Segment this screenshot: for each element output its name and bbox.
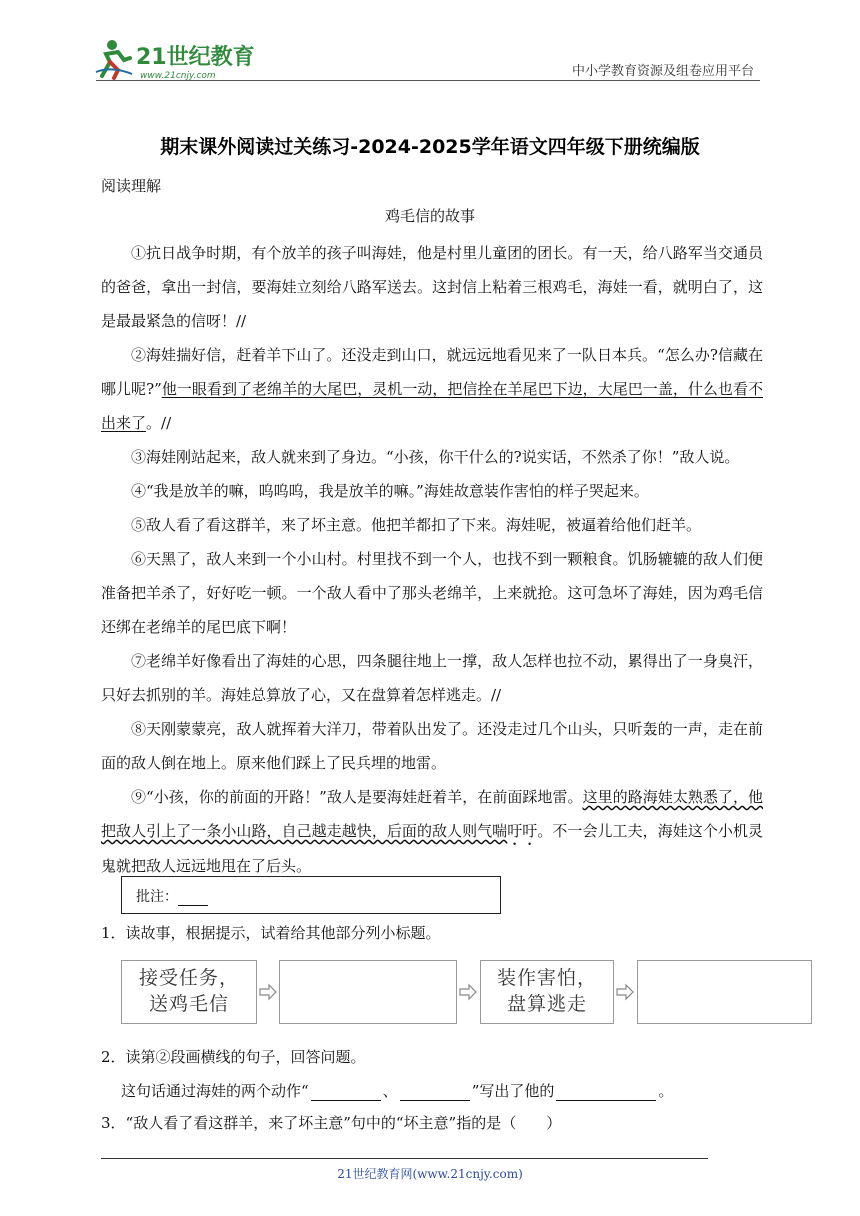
answer-blank-action-2[interactable] (400, 1085, 470, 1101)
annotation-label-wrap (136, 886, 208, 906)
flow-box-1-line-1: 接受任务， (138, 967, 239, 989)
paragraph-3: ③海娃刚站起来，敌人就来到了身边。“小孩，你干什么的?说实话，不然杀了你！”敌人说。 (131, 448, 740, 466)
runner-icon (96, 40, 132, 78)
q2-end: 。 (658, 1082, 674, 1100)
flow-box-3 (480, 960, 614, 1024)
header-divider (96, 80, 760, 81)
annotation-blank[interactable] (178, 892, 208, 906)
flow-box-1 (121, 960, 257, 1024)
flow-box-1-line-2: 送鸡毛信 (148, 993, 229, 1015)
document-title: 期末课外阅读过关练习-2024-2025学年语文四年级下册统编版 (160, 136, 700, 158)
section-heading: 阅读理解 (101, 177, 162, 195)
arrow-right-icon (458, 982, 478, 1002)
paragraph-5: ⑤敌人看了看这群羊，来了坏主意。他把羊都扣了下来。海娃呢，被逼着给他们赶羊。 (131, 516, 702, 534)
arrow-right-icon (258, 982, 278, 1002)
answer-blank-action-1[interactable] (311, 1085, 381, 1101)
question-3: 3．“敌人看了看这群羊，来了坏主意”句中的“坏主意”指的是（ ） (101, 1114, 562, 1132)
paragraph-4: ④“我是放羊的嘛，呜呜呜，我是放羊的嘛。”海娃故意装作害怕的样子哭起来。 (131, 482, 649, 500)
annotation-box[interactable] (121, 876, 501, 914)
footer-text: 21世纪教育网(www.21cnjy.com) (337, 1167, 523, 1181)
wavy-underlined-sentence: 这里的路海娃太熟悉了，他把敌人引上了一条小山路，自己越走越快，后面的敌人则气喘 (101, 788, 763, 840)
story-body (101, 236, 763, 883)
paragraph-2 (101, 338, 763, 440)
paragraph-1: ①抗日战争时期，有个放羊的孩子叫海娃，他是村里儿童团的团长。有一天，给八路军当交通员的爸爸，拿出一封信，要海娃立刻给八路军送去。这封信上粘着三根鸡毛，海娃一看，就明白了，这是最最紧急的信呀！// (101, 244, 763, 330)
paragraph-9-text: ⑨“小孩，你的前面的开路！”敌人是要海娃赶着羊，在前面踩地雷。 (131, 788, 583, 806)
paragraph-2-end: 。// (146, 414, 172, 432)
footer-divider (101, 1158, 708, 1159)
flow-box-3-line-1: 装作害怕， (496, 967, 597, 989)
site-logo (92, 36, 262, 82)
paragraph-7: ⑦老绵羊好像看出了海娃的心思，四条腿往地上一撑，敌人怎样也拉不动，累得出了一身臭汗，只好去抓别的羊。海娃总算放了心，又在盘算着怎样逃走。// (101, 652, 763, 704)
arrow-right-icon (615, 982, 635, 1002)
answer-blank-quality[interactable] (556, 1085, 656, 1101)
question-2-prompt (121, 1080, 673, 1101)
question-1: 1．读故事，根据提示，试着给其他部分列小标题。 (101, 924, 441, 942)
q2-separator: 、 (382, 1082, 398, 1100)
q2-text-a: 这句话通过海娃的两个动作“ (121, 1082, 309, 1100)
paragraph-9 (101, 780, 763, 883)
flow-box-2[interactable] (279, 960, 457, 1024)
paragraph-6: ⑥天黑了，敌人来到一个小山村。村里找不到一个人，也找不到一颗粮食。饥肠辘辘的敌人们便准备把羊杀了，好好吃一顿。一个敌人看中了那头老绵羊，上来就抢。这可急坏了海娃，因为鸡毛信还绑在老绵羊的尾巴底下啊！ (101, 550, 763, 636)
paragraph-2-text: ②海娃揣好信，赶着羊下山了。还没走到山口，就远远地看见来了一队日本兵。“怎么办?信藏在哪儿呢?” (101, 346, 763, 398)
platform-name: 中小学教育资源及组卷应用平台 (571, 64, 754, 79)
story-title: 鸡毛信的故事 (384, 207, 475, 225)
flow-box-3-line-2: 盘算逃走 (506, 993, 587, 1015)
paragraph-8: ⑧天刚蒙蒙亮，敌人就挥着大洋刀，带着队出发了。还没走过几个山头，只听轰的一声，走在前面的敌人倒在地上。原来他们踩上了民兵埋的地雷。 (101, 720, 763, 772)
question-2: 2．读第②段画横线的句子，回答问题。 (101, 1048, 366, 1066)
svg-text:21世纪教育: 21世纪教育 (136, 45, 255, 70)
q2-text-b: ”写出了他的 (471, 1082, 555, 1100)
annotation-label: 批注： (136, 889, 178, 905)
paragraph-9-end: 。不一会儿工夫，海娃这个小机灵鬼就把敌人远远地甩在了后头。 (101, 822, 763, 875)
flow-box-4[interactable] (637, 960, 812, 1024)
svg-text:www.21cnjy.com: www.21cnjy.com (140, 71, 216, 81)
underlined-sentence: 他一眼看到了老绵羊的大尾巴，灵机一动，把信拴在羊尾巴下边，大尾巴一盖，什么也看不出来了 (101, 380, 763, 432)
dotted-word: 吁吁 (507, 822, 538, 840)
